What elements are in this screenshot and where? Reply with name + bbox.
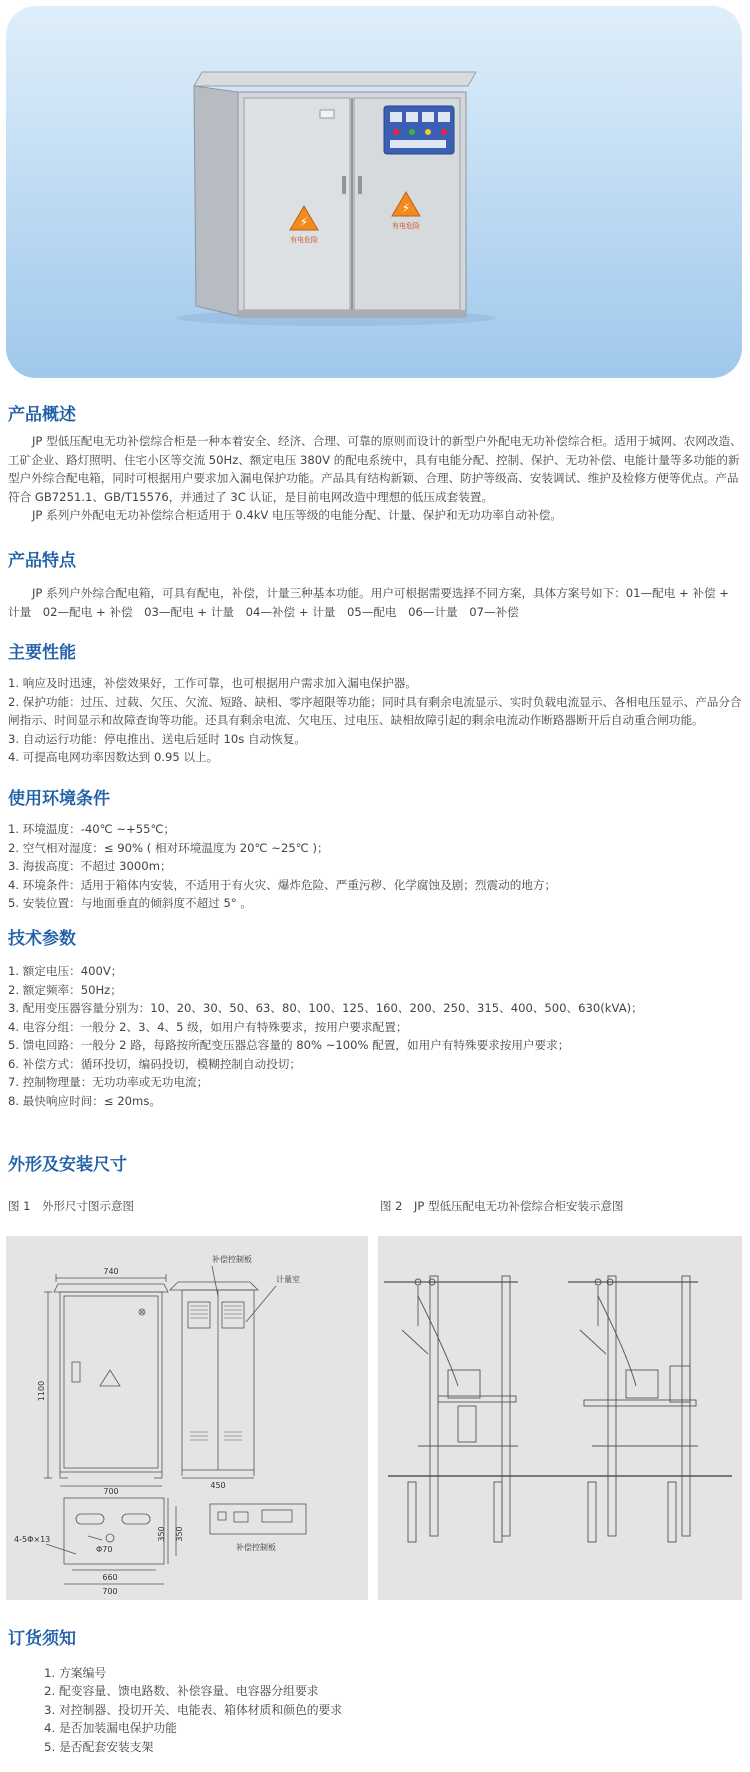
- ordering-list: [44, 1664, 342, 1756]
- dim-base-inner: 350: [175, 1526, 184, 1542]
- dim-side-width: 450: [210, 1481, 226, 1490]
- dim-base-660: 660: [102, 1573, 118, 1582]
- list-item: 4. 环境条件：适用于箱体内安装，不适用于有火灾、爆炸危险、严重污秽、化学腐蚀及剧；烈震动的地方；: [8, 877, 557, 892]
- fig2-drawing: [378, 1236, 742, 1600]
- list-item: 5. 安装位置：与地面垂直的倾斜度不超过 5° 。: [8, 896, 252, 910]
- label-meter-room: 计量室: [276, 1275, 300, 1284]
- dim-base-700: 700: [102, 1587, 118, 1596]
- list-item: 1. 环境温度：-40℃ ~+55℃；: [8, 822, 176, 836]
- fig2-caption: 图 2 JP 型低压配电无功补偿综合柜安装示意图: [380, 1199, 624, 1213]
- overview-text: [8, 432, 742, 525]
- features-text: [8, 584, 742, 621]
- svg-text:⚡: ⚡: [401, 201, 411, 215]
- list-item: 1. 响应及时迅速，补偿效果好，工作可靠，也可根据用户需求加入漏电保护器。: [8, 676, 417, 690]
- list-item: 3. 配用变压器容量分别为：10、20、30、50、63、80、100、125、160、200、250、315、400、500、630(kVA)；: [8, 1001, 643, 1015]
- list-item: 2. 保护功能：过压、过载、欠压、欠流、短路、缺相、零序超限等功能；同时具有剩余电流显示、实时负载电流显示、各相电压显示、产品分合闸指示、时间显示和故障查询等功能。还具有剩余电流、欠电压、过电压、缺相故障引起的剩余电流动作断路器断开后自动重合闸功能。: [8, 694, 742, 727]
- list-item: 3. 对控制器、投切开关、电能表、箱体材质和颜色的要求: [44, 1702, 343, 1717]
- performance-list: [8, 674, 748, 767]
- list-item: 5. 是否配套安装支架: [44, 1739, 154, 1754]
- fig1-drawing: [6, 1236, 368, 1600]
- label-comp-panel: 补偿控制板: [212, 1255, 252, 1264]
- label-hole-dia: Φ70: [96, 1545, 113, 1554]
- dim-width-top: 740: [103, 1267, 119, 1276]
- environment-list: [8, 820, 748, 913]
- door-badge-right: 有电危险: [392, 222, 420, 230]
- svg-text:⚡: ⚡: [299, 215, 309, 229]
- dim-width-bottom: 700: [103, 1487, 119, 1496]
- list-item: 1. 额定电压：400V；: [8, 964, 123, 978]
- overview-paragraph-1: JP 型低压配电无功补偿综合柜是一种本着安全、经济、合理、可靠的原则而设计的新型户外配电无功补偿综合柜。适用于城网、农网改造、工矿企业、路灯照明、住宅小区等交流 50Hz、额定电压 380V 的配电系统中，具有电能分配、控制、保护、无功补偿、电能计量等多功能的新型户外综合配电箱，同时可根据用户要求加入漏电保护功能。产品具有结构新颖、合理、防护等级高、安装调试、维护及检修方便等优点。产品符合 GB7251.1、GB/T15576，并通过了 3C 认证，是目前电网改造中理想的低压成套装置。: [8, 434, 742, 504]
- cabinet-illustration: [6, 6, 742, 378]
- features-title: 产品特点: [8, 551, 76, 571]
- door-badge-left: 有电危险: [290, 236, 318, 244]
- list-item: 4. 可提高电网功率因数达到 0.95 以上。: [8, 750, 219, 764]
- tech-title: 技术参数: [8, 929, 76, 949]
- list-item: 4. 是否加装漏电保护功能: [44, 1721, 177, 1736]
- ordering-title: 订货须知: [8, 1629, 76, 1649]
- label-holes: 4-5Φ×13: [14, 1535, 51, 1544]
- list-item: 2. 额定频率：50Hz；: [8, 982, 122, 997]
- dim-height: 1100: [37, 1380, 46, 1402]
- overview-paragraph-2: JP 系列户外配电无功补偿综合柜适用于 0.4kV 电压等级的电能分配、计量、保护和无功功率自动补偿。: [32, 508, 562, 522]
- label-panel-caption: 补偿控制板: [236, 1543, 276, 1552]
- tech-list: [8, 962, 748, 1110]
- list-item: 3. 海拔高度：不超过 3000m；: [8, 859, 172, 873]
- dim-base-depth: 350: [157, 1526, 166, 1542]
- performance-title: 主要性能: [8, 643, 76, 663]
- dimensions-title: 外形及安装尺寸: [8, 1155, 127, 1175]
- overview-title: 产品概述: [8, 405, 76, 425]
- list-item: 1. 方案编号: [44, 1666, 107, 1680]
- features-paragraph: JP 系列户外综合配电箱，可具有配电，补偿，计量三种基本功能。用户可根据需要选择不同方案，具体方案号如下：01—配电 + 补偿 + 计量 02—配电 + 补偿 03—配电 + 计量 04—补偿 + 计量 05—配电 06—计量 07—补偿: [8, 586, 729, 619]
- list-item: 4. 电容分组：一般分 2、3、4、5 级，如用户有特殊要求，按用户要求配置；: [8, 1019, 408, 1034]
- list-item: 6. 补偿方式：循环投切，编码投切，模糊控制自动投切；: [8, 1056, 301, 1071]
- fig1-caption: 图 1 外形尺寸图示意图: [8, 1199, 134, 1213]
- list-item: 5. 馈电回路：一般分 2 路，每路按所配变压器总容量的 80% ~100% 配置，如用户有特殊要求按用户要求；: [8, 1038, 570, 1052]
- environment-title: 使用环境条件: [8, 789, 110, 809]
- list-item: 8. 最快响应时间：≤ 20ms。: [8, 1093, 161, 1108]
- list-item: 3. 自动运行功能：停电推出、送电后延时 10s 自动恢复。: [8, 731, 306, 746]
- list-item: 2. 空气相对湿度：≤ 90% ( 相对环境温度为 20℃ ~25℃ )；: [8, 840, 329, 855]
- list-item: 7. 控制物理量：无功功率或无功电流；: [8, 1075, 209, 1089]
- list-item: 2. 配变容量、馈电路数、补偿容量、电容器分组要求: [44, 1684, 319, 1699]
- product-photo: [6, 6, 742, 378]
